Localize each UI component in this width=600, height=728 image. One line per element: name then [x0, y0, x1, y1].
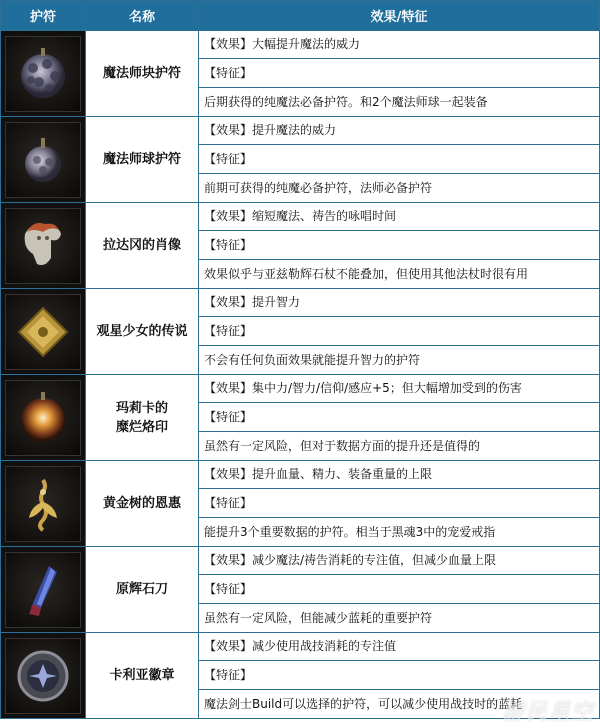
talisman-description: [199, 31, 600, 117]
talisman-name-line: 魔法师球护符: [102, 152, 181, 167]
radagon-icon: [5, 208, 81, 284]
table-row: [1, 31, 600, 117]
talisman-description: [199, 289, 600, 375]
table-row: [1, 289, 600, 375]
table-row: [1, 461, 600, 547]
effect-line: 【效果】缩短魔法、祷告的咏唱时间: [204, 209, 397, 223]
talisman-icon-cell: [1, 31, 86, 117]
marika-scarseal-icon: [5, 380, 81, 456]
talisman-icon-cell: [1, 547, 86, 633]
table-row: [1, 117, 600, 203]
talisman-description: [199, 203, 600, 289]
trait-label-line: 【特征】: [199, 488, 599, 517]
table-row: [1, 203, 600, 289]
trait-label-line: 【特征】: [199, 316, 599, 345]
trait-label-line: 【特征】: [199, 402, 599, 431]
talisman-icon-cell: [1, 633, 86, 719]
sorcerer-cluster-talisman-icon: [5, 36, 81, 112]
table-row: [1, 547, 600, 633]
effect-line: 【效果】提升魔法的威力: [204, 123, 337, 137]
talisman-name: [86, 547, 199, 633]
watermark: 游民星空: [501, 700, 594, 725]
trait-line: 效果似乎与亚兹勒辉石杖不能叠加，但使用其他法杖时很有用: [199, 259, 599, 288]
talisman-name-line: 观星少女的传说: [96, 324, 188, 339]
talisman-icon-cell: [1, 203, 86, 289]
trait-line: 虽然有一定风险，但能减少蓝耗的重要护符: [199, 603, 599, 632]
trait-line: 魔法剑士Build可以选择的护符，可以减少使用战技时的蓝耗: [199, 689, 599, 718]
trait-label-line: 【特征】: [199, 574, 599, 603]
talisman-name-line: 糜烂烙印: [115, 419, 168, 435]
talisman-description: [199, 547, 600, 633]
trait-line: 不会有任何负面效果就能提升智力的护符: [199, 345, 599, 374]
talisman-icon-cell: [1, 461, 86, 547]
stargazer-heirloom-icon: [5, 294, 81, 370]
carian-medal-icon: [5, 638, 81, 714]
talisman-name-line: 拉达冈的肖像: [102, 238, 181, 253]
trait-label-line: 【特征】: [199, 660, 599, 689]
talisman-name: [86, 633, 199, 719]
effect-line: 【效果】提升智力: [204, 295, 301, 309]
trait-line: 前期可获得的纯魔必备护符，法师必备护符: [199, 173, 599, 202]
talisman-name-line: 玛莉卡的: [115, 400, 168, 416]
talisman-name-line: 卡利亚徽章: [109, 668, 175, 683]
talisman-name: [86, 203, 199, 289]
talisman-description: [199, 461, 600, 547]
trait-line: 虽然有一定风险，但对于数据方面的提升还是值得的: [199, 431, 599, 460]
trait-label-line: 【特征】: [199, 230, 599, 259]
primal-glintstone-blade-icon: [5, 552, 81, 628]
sorcerer-orb-talisman-icon: [5, 122, 81, 198]
effect-line: 【效果】集中力/智力/信仰/感应+5；但大幅增加受到的伤害: [204, 381, 522, 395]
trait-line: 后期获得的纯魔法必备护符。和2个魔法师球一起装备: [199, 87, 599, 116]
talisman-name: [86, 117, 199, 203]
talisman-description: [199, 375, 600, 461]
talisman-name-line: 黄金树的恩惠: [102, 496, 181, 511]
header-icon-column: 护符: [1, 1, 86, 31]
erdtree-favor-icon: [5, 466, 81, 542]
talisman-name-line: 魔法师块护符: [102, 66, 181, 81]
talisman-description: [199, 117, 600, 203]
talisman-name: [86, 375, 199, 461]
effect-line: 【效果】减少魔法/祷告消耗的专注值，但减少血量上限: [204, 553, 497, 567]
talisman-name: [86, 31, 199, 117]
table-header-row: [1, 1, 600, 31]
table-row: [1, 375, 600, 461]
talisman-icon-cell: [1, 375, 86, 461]
effect-line: 【效果】减少使用战技消耗的专注值: [204, 639, 397, 653]
talisman-icon-cell: [1, 117, 86, 203]
talisman-name: [86, 461, 199, 547]
header-name-column: 名称: [86, 1, 199, 31]
talisman-name-line: 原辉石刀: [115, 582, 168, 597]
header-effect-column: 效果/特征: [199, 1, 600, 31]
effect-line: 【效果】提升血量、精力、装备重量的上限: [204, 467, 433, 481]
talisman-name: [86, 289, 199, 375]
effect-line: 【效果】大幅提升魔法的威力: [204, 37, 361, 51]
talisman-icon-cell: [1, 289, 86, 375]
trait-label-line: 【特征】: [199, 144, 599, 173]
trait-label-line: 【特征】: [199, 58, 599, 87]
trait-line: 能提升3个重要数据的护符。相当于黑魂3中的宠爱戒指: [199, 517, 599, 546]
